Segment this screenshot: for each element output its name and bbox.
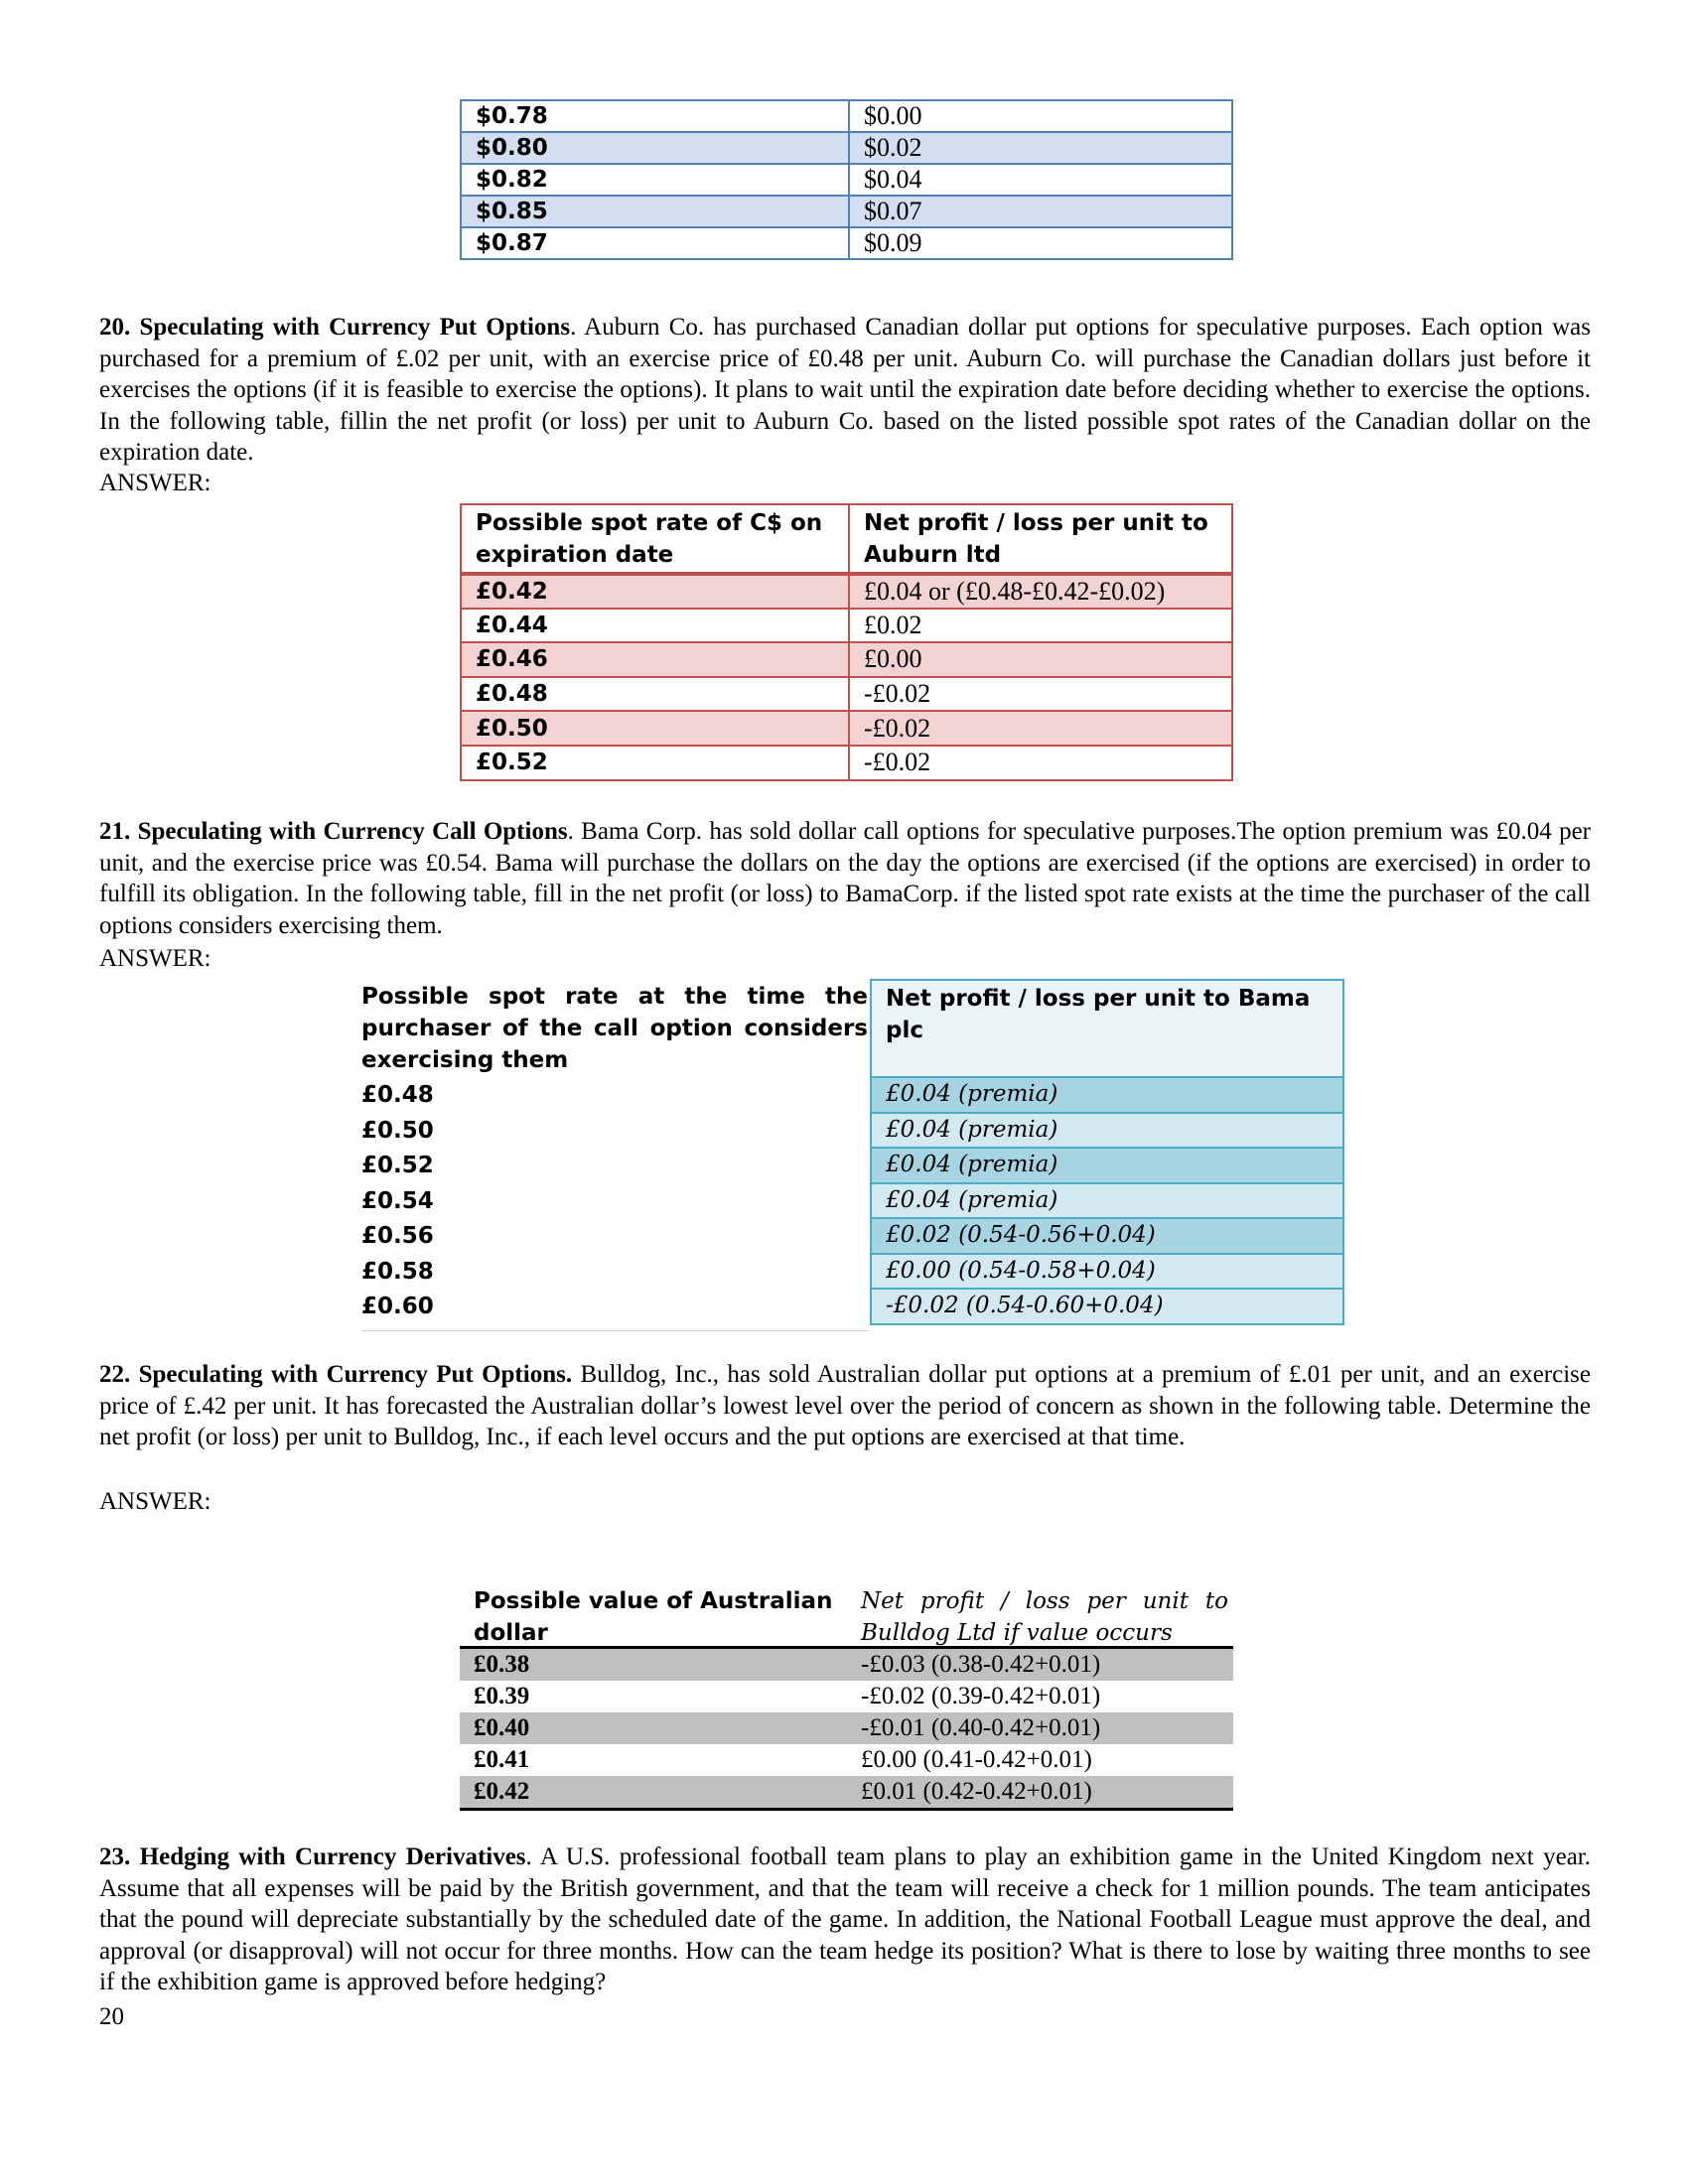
question-21 xyxy=(99,816,1591,941)
table-cell: £0.58 xyxy=(361,1258,434,1285)
table-cell: £0.52 xyxy=(361,1153,434,1178)
table-cell: £0.00 (0.54-0.58+0.04) xyxy=(870,1255,1344,1291)
question-20-body: . Auburn Co. has purchased Canadian dollar put options for speculative purposes. Each option was purchased for a premium of £.02 per unit, with an exercise price of £0.48 per unit. Auburn Co. will purchase the Canadian dollars just before it exercises the options (if it is feasible to exercise the options). It plans to wait until the expiration date before deciding whether to exercise the options. In the following table, fillin the net profit (or loss) per unit to Auburn Co. based on the listed possible spot rates of the Canadian dollar on the expiration date. xyxy=(99,314,1591,466)
table-cell: £0.04 (premia) xyxy=(870,1114,1344,1150)
table-bottom-rule xyxy=(361,1330,868,1331)
question-21-body: . Bama Corp. has sold dollar call options for speculative purposes.The option premium was £0.04 per unit, and the exercise price was £0.54. Bama will purchase the dollars on the day the options are exercised (if the options are exercised) in order to fulfill its obligation. In the following table, fill in the net profit (or loss) to BamaCorp. if the listed spot rate exists at the time the purchaser of the call options considers exercising them. xyxy=(99,818,1591,939)
table-header: Possible value of Australian dollar Net profit / loss per unit to Bulldog Ltd if value occurs xyxy=(474,1588,1228,1646)
table-cell: £0.50 xyxy=(361,1117,434,1144)
table-cell: £0.60 xyxy=(361,1294,434,1319)
table-cell: £0.56 xyxy=(361,1223,434,1249)
page-number: 20 xyxy=(99,2003,124,2030)
table-row: £0.42 £0.04 or (£0.48-£0.42-£0.02) xyxy=(461,574,1232,609)
table-row: £0.52 -£0.02 xyxy=(461,746,1232,780)
payoff-table-continued xyxy=(460,99,1233,260)
table-cell: £0.04 (premia) xyxy=(870,1184,1344,1220)
table-row: $0.82 $0.04 xyxy=(461,164,1232,196)
answer-label-22: ANSWER: xyxy=(99,1488,211,1515)
question-20 xyxy=(99,312,1591,469)
table-header: Possible spot rate at the time the purchaser of the call option considers exercising them xyxy=(361,984,868,1073)
bama-profit-column xyxy=(870,979,1344,1325)
table-rule xyxy=(460,1808,1233,1811)
table-row: £0.41 £0.00 (0.41-0.42+0.01) xyxy=(474,1746,1092,1773)
answer-label-21: ANSWER: xyxy=(99,945,211,972)
table-row: £0.50 -£0.02 xyxy=(461,711,1232,746)
table-header: Net profit / loss per unit to Bama plc xyxy=(870,979,1344,1078)
question-20-title: 20. Speculating with Currency Put Options xyxy=(99,314,571,341)
table-row: £0.48 -£0.02 xyxy=(461,677,1232,712)
table-row: $0.78 $0.00 xyxy=(461,100,1232,132)
question-22-body: Bulldog, Inc., has sold Australian dollar put options at a premium of £.01 per unit, and an exercise price of £.42 per unit. It has forecasted the Australian dollar’s lowest level over the period of concern as shown in the following table. Determine the net profit (or loss) per unit to Bulldog, Inc., if each level occurs and the put options are exercised at that time. xyxy=(99,1361,1591,1450)
table-row: £0.42 £0.01 (0.42-0.42+0.01) xyxy=(460,1776,1233,1808)
table-header: Possible spot rate of C$ on expiration date Net profit / loss per unit to Auburn ltd xyxy=(461,504,1232,574)
table-row: $0.80 $0.02 xyxy=(461,132,1232,164)
answer-label-20: ANSWER: xyxy=(99,470,211,496)
question-22-title: 22. Speculating with Currency Put Options. xyxy=(99,1361,573,1388)
question-23-body: . A U.S. professional football team plans to play an exhibition game in the United Kingdom next year. Assume that all expenses will be paid by the British government, and that the team will receive a check for 1 million pounds. The team anticipates that the pound will depreciate substantially by the scheduled date of the game. In addition, the National Football League must approve the deal, and approval (or disapproval) will not occur for three months. How can the team hedge its position? What is there to lose by waiting three months to see if the exhibition game is approved before hedging? xyxy=(99,1843,1591,1995)
question-23-title: 23. Hedging with Currency Derivatives xyxy=(99,1843,526,1870)
bama-spot-column xyxy=(361,981,868,1325)
bulldog-profit-table xyxy=(460,1583,1233,1811)
auburn-profit-table xyxy=(460,503,1233,781)
table-row: £0.46 £0.00 xyxy=(461,642,1232,677)
question-21-title: 21. Speculating with Currency Call Options xyxy=(99,818,568,845)
table-row: £0.39 -£0.02 (0.39-0.42+0.01) xyxy=(474,1683,1101,1709)
table-cell: £0.02 (0.54-0.56+0.04) xyxy=(870,1219,1344,1255)
question-23 xyxy=(99,1842,1591,1998)
table-cell: £0.04 (premia) xyxy=(870,1149,1344,1184)
table-row: £0.38 -£0.03 (0.38-0.42+0.01) xyxy=(460,1649,1233,1681)
table-row: $0.85 $0.07 xyxy=(461,196,1232,227)
question-22 xyxy=(99,1359,1591,1453)
table-row: £0.40 -£0.01 (0.40-0.42+0.01) xyxy=(460,1712,1233,1744)
table-cell: -£0.02 (0.54-0.60+0.04) xyxy=(870,1290,1344,1325)
table-cell: £0.48 xyxy=(361,1082,434,1108)
table-row: $0.87 $0.09 xyxy=(461,227,1232,259)
table-cell: £0.54 xyxy=(361,1187,434,1214)
table-row: £0.44 £0.02 xyxy=(461,609,1232,643)
table-cell: £0.04 (premia) xyxy=(870,1078,1344,1114)
